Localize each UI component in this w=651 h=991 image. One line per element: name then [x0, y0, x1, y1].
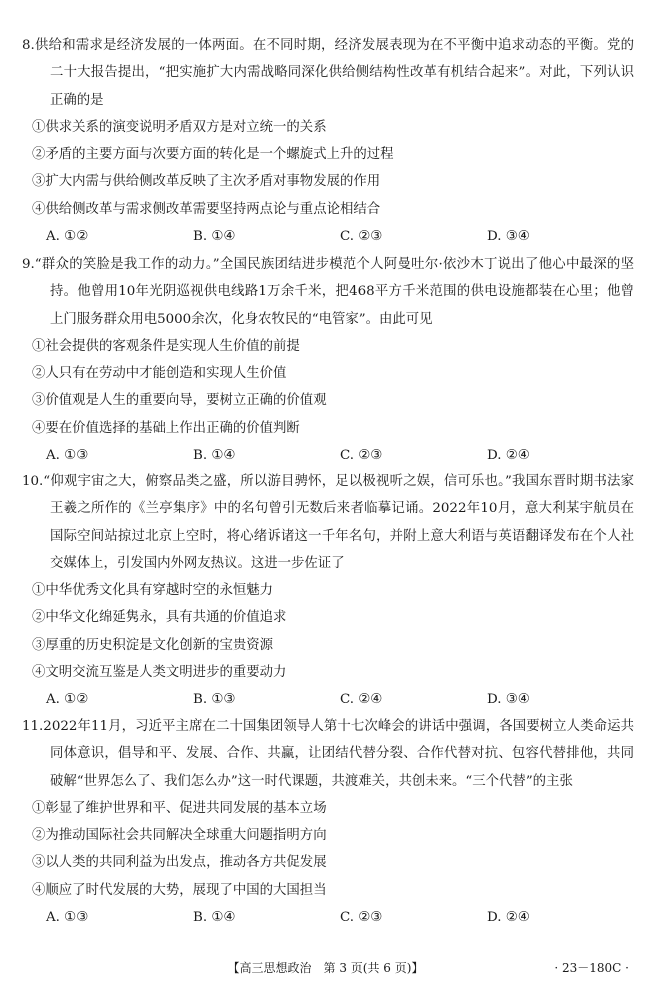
- page-footer: [0, 958, 651, 978]
- answer-choice-d: D. ②④: [487, 448, 530, 464]
- answer-choice-b: B. ①④: [193, 448, 236, 464]
- answer-choice-d: D. ③④: [487, 692, 530, 708]
- answer-choice-b: B. ①③: [193, 692, 236, 708]
- question-stem: 9.“群众的笑脸是我工作的动力。”全国民族团结进步模范个人阿曼吐尔·依沙木丁说出了他心中最深的坚持。他曾用10年光阴巡视供电线路1万余千米，把468平方千米范围的供电设施都装在心里；他曾上门服务群众用电5000余次，化身农牧民的“电管家”。由此可见: [22, 257, 634, 327]
- statement-option: ④文明交流互鉴是人类文明进步的重要动力: [32, 665, 287, 681]
- footer-page-info: 【高三思想政治 第 3 页(共 6 页)】: [227, 961, 424, 975]
- question-stem: 8.供给和需求是经济发展的一体两面。在不同时期，经济发展表现为在不平衡中追求动态的平衡。党的二十大报告提出，“把实施扩大内需战略同深化供给侧结构性改革有机结合起来”。对此，下列认识正确的是: [22, 38, 634, 108]
- answer-choice-c: C. ②③: [340, 448, 383, 464]
- statement-option: ①社会提供的客观条件是实现人生价值的前提: [32, 338, 300, 354]
- statement-option: ③以人类的共同利益为出发点，推动各方共促发展: [32, 855, 327, 871]
- statement-option: ②矛盾的主要方面与次要方面的转化是一个螺旋式上升的过程: [32, 147, 394, 163]
- statement-option: ③厚重的历史积淀是文化创新的宝贵资源: [32, 637, 274, 653]
- answer-choice-c: C. ②④: [340, 692, 383, 708]
- answer-choices: [22, 442, 634, 469]
- statement-option: ②中华文化绵延隽永，具有共通的价值追求: [32, 610, 287, 626]
- statement-option: ②为推动国际社会共同解决全球重大问题指明方向: [32, 828, 327, 844]
- statement-option: ③价值观是人生的重要向导，要树立正确的价值观: [32, 393, 327, 409]
- statement-option: ④要在价值选择的基础上作出正确的价值判断: [32, 420, 300, 436]
- statement-option: ④供给侧改革与需求侧改革需要坚持两点论与重点论相结合: [32, 201, 381, 217]
- question-8: [22, 32, 634, 250]
- answer-choice-d: D. ②④: [487, 910, 530, 926]
- statement-option: ①供求关系的演变说明矛盾双方是对立统一的关系: [32, 119, 327, 135]
- question-stem: 10.“仰观宇宙之大，俯察品类之盛，所以游目骋怀，足以极视听之娱，信可乐也。”我国东晋时期书法家王羲之所作的《兰亭集序》中的名句曾引无数后来者临摹记诵。2022年10月，意大利某宇航员在国际空间站掠过北京上空时，将心绪诉诸这一千年名句，并附上意大利语与英语翻译发布在个人社交媒体上，引发国内外网友热议。这进一步佐证了: [22, 474, 634, 571]
- statement-option: ④顺应了时代发展的大势，展现了中国的大国担当: [32, 882, 327, 898]
- answer-choice-a: A. ①②: [46, 229, 89, 245]
- answer-choice-a: A. ①②: [46, 692, 89, 708]
- answer-choice-d: D. ③④: [487, 229, 530, 245]
- answer-choice-b: B. ①④: [193, 910, 236, 926]
- question-11: [22, 713, 634, 931]
- statement-option: ①中华优秀文化具有穿越时空的永恒魅力: [32, 583, 274, 599]
- answer-choice-a: A. ①③: [46, 910, 89, 926]
- question-10: [22, 468, 634, 714]
- answer-choice-b: B. ①④: [193, 229, 236, 245]
- answer-choice-c: C. ②③: [340, 910, 383, 926]
- question-stem: 11.2022年11月，习近平主席在二十国集团领导人第十七次峰会的讲话中强调，各国要树立人类命运共同体意识，倡导和平、发展、合作、共赢，让团结代替分裂、合作代替对抗、包容代替排他，共同破解“世界怎么了、我们怎么办”这一时代课题，共渡难关，共创未来。“三个代替”的主张: [22, 719, 634, 789]
- statement-option: ③扩大内需与供给侧改革反映了主次矛盾对事物发展的作用: [32, 174, 381, 190]
- footer-exam-code: · 23－180C ·: [554, 961, 629, 975]
- question-9: [22, 251, 634, 469]
- statement-option: ②人只有在劳动中才能创造和实现人生价值: [32, 366, 287, 382]
- answer-choices: [22, 223, 634, 250]
- answer-choices: [22, 686, 634, 713]
- statement-option: ①彰显了维护世界和平、促进共同发展的基本立场: [32, 800, 327, 816]
- answer-choices: [22, 904, 634, 931]
- answer-choice-c: C. ②③: [340, 229, 383, 245]
- answer-choice-a: A. ①③: [46, 448, 89, 464]
